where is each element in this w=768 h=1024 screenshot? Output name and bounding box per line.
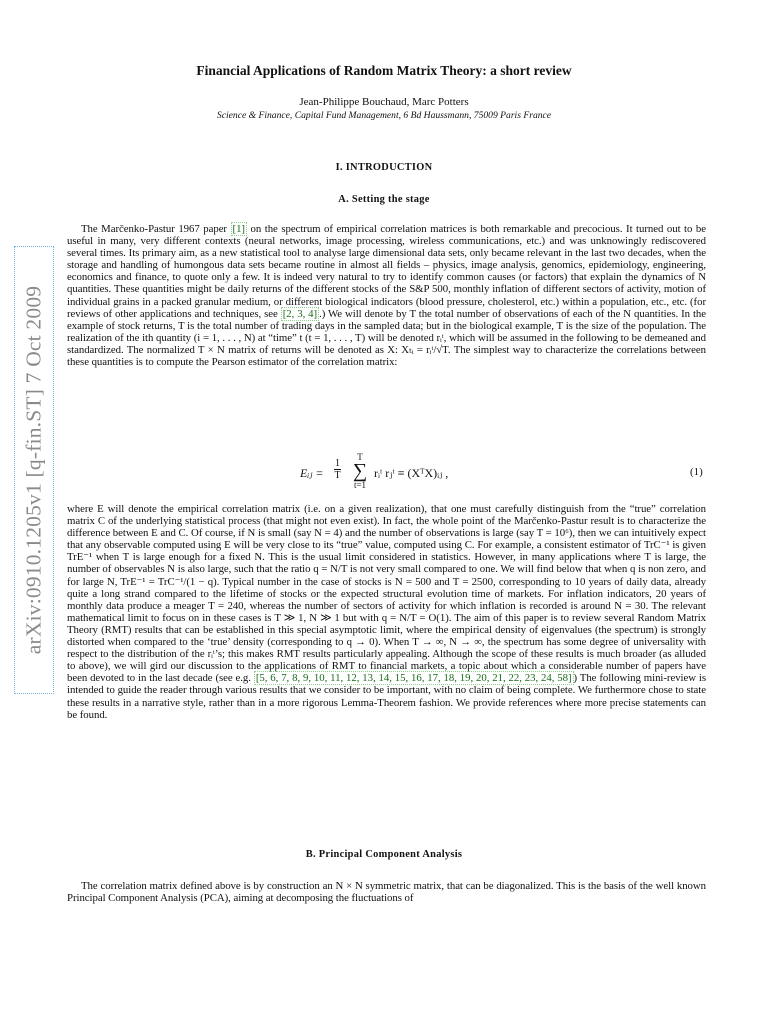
- equation-fraction: [334, 458, 341, 481]
- citation-link[interactable]: [5, 6, 7, 8, 9, 10, 11, 12, 13, 14, 15, 16, 17, 18, 19, 20, 21, 22, 23, 24, 58]: [255, 672, 572, 685]
- subsection-heading-pca: B. Principal Component Analysis: [305, 849, 463, 860]
- sum-upper-limit: T: [357, 452, 363, 462]
- equation-rhs: rᵢᵗ rⱼᵗ ≡ (XᵀX)ᵢⱼ ,: [374, 466, 449, 480]
- paragraph-intro: [67, 223, 706, 368]
- equation-summation: [350, 452, 370, 490]
- subsection-heading-setting-the-stage: A. Setting the stage: [338, 194, 430, 205]
- arxiv-identifier: arXiv:0910.1205v1 [q-fin.ST] 7 Oct 2009: [21, 285, 46, 655]
- paragraph-text: where E will denote the empirical correlation matrix (i.e. on a given realization), that one must carefully distinguish from the “true” correlation matrix C of the underlying statistical process (that might not even exist). In fact, the whole point of the Marčenko-Pastur result is to characterize the difference between E and C. Of course, if N is small (say N = 4) and the number of observations is large (say T = 10⁶), then we can intuitively expect that any observable computed using E will be very close to its “true” value, computed using C. For example, a consistent estimator of TrC⁻¹ is given TrE⁻¹ when T is large enough for a fixed N. This is the usual limit considered in statistics. However, in many applications where T is large, the number of observables N is also large, such that the ratio q = N/T is not very small compared to one. We will find below that when q is non zero, and for large N, TrE⁻¹ = TrC⁻¹/(1 − q). Typical number in the case of stocks is N = 500 and T = 2500, corresponding to 10 years of daily data, already quite a long strand compared to the lifetime of stocks or the expected structural evolution time of markets. For inflation indicators, 20 years of monthly data produce a meager T = 240, whereas the number of sectors of activity for which inflation is recorded is around N = 30. The relevant mathematical limit to focus on in these cases is T ≫ 1, N ≫ 1 but with q = N/T = O(1). The aim of this paper is to review several Random Matrix Theory (RMT) results that can be established in this special asymptotic limit, where the empirical density of eigenvalues (the spectrum) is strongly distorted when compared to the ‘true’ density (corresponding to q → 0). When T → ∞, N → ∞, the spectrum has some degree of universality with respect to the distribution of the rᵢᵗ’s; this makes RMT results particularly appealing. Although the scope of these results is much broader (as alluded to above), we will gird our discussion to the applications of RMT to financial markets, a topic about which a considerable number of papers have been devoted to in the last decade (see e.g.: [67, 503, 706, 685]
- paragraph-text: The Marčenko-Pastur 1967 paper: [81, 223, 231, 235]
- paragraph-text: ) The following mini-review is intended to guide the reader through various results that we consider to be important, with no claim of being complete. We furthermore chose to state these results in a narrative style, rather than in a more rigorous Lemma-Theorem fashion. We provide references where more precise statements can be found.: [67, 672, 706, 721]
- section-heading-introduction: I. INTRODUCTION: [335, 162, 433, 173]
- paragraph-text: .) We will denote by T the total number of observations of each of the N quantities. In the example of stock returns, T is the total number of trading days in the sampled data; but in the biological example, T is the size of the population. The realization of the ith quantity (i = 1, . . . , N) at “time” t (t = 1, . . . , T) will be denoted rᵢᵗ, which will be assumed in the following to be demeaned and standardized. The normalized T × N matrix of returns will be denoted as X: Xₜᵢ = rᵢᵗ/√T. The simplest way to characterize the correlations between these quantities is to compute the Pearson estimator of the correlation matrix:: [67, 307, 706, 369]
- arxiv-sidebar-stamp[interactable]: [14, 246, 54, 694]
- paper-authors: Jean-Philippe Bouchaud, Marc Potters: [299, 96, 469, 108]
- sum-lower-limit: t=1: [353, 480, 367, 490]
- citation-link[interactable]: [1]: [232, 223, 245, 235]
- paper-affiliation: Science & Finance, Capital Fund Management, 6 Bd Haussmann, 75009 Paris France: [216, 110, 552, 121]
- paragraph-correlation-discussion: [67, 503, 706, 721]
- paragraph-text: The correlation matrix defined above is by construction an N × N symmetric matrix, that can be diagonalized. This is the basis of the well known Principal Component Analysis (PCA), aiming at decomposing the fluctuations of: [67, 880, 706, 905]
- paper-title: Financial Applications of Random Matrix Theory: a short review: [196, 63, 572, 78]
- equation-correlation-matrix: [300, 452, 630, 494]
- fraction-denominator: T: [334, 470, 341, 481]
- equation-number: (1): [690, 466, 703, 478]
- paragraph-pca: [67, 880, 706, 904]
- equation-lhs: Eᵢⱼ =: [300, 466, 324, 480]
- paragraph-text: on the spectrum of empirical correlation matrices is both remarkable and precocious. It turned out to be useful in many, very different contexts (neural networks, image processing, wireless communications, etc.) and was unknowingly rediscovered several times. Its primary aim, as a new statistical tool to analyse large dimensional data sets, only became relevant in the last two decades, when the storage and handling of humongous data sets became routine in almost all fields – physics, image analysis, genomics, epidemiology, engineering, economics and finance, to quote only a few. It is indeed very natural to try to identify common causes (or factors) that explain the dynamics of N quantities. These quantities might be daily returns of the different stocks of the S&P 500, monthly inflation of different sectors of activity, motion of individual grains in a packed granular medium, or different biological indicators (blood pressure, cholesterol, etc.) within a population, etc., etc. (for reviews of other applications and techniques, see: [67, 223, 706, 320]
- citation-link[interactable]: [2, 3, 4]: [282, 307, 318, 320]
- sum-symbol: ∑: [352, 460, 368, 482]
- fraction-numerator: 1: [335, 458, 340, 469]
